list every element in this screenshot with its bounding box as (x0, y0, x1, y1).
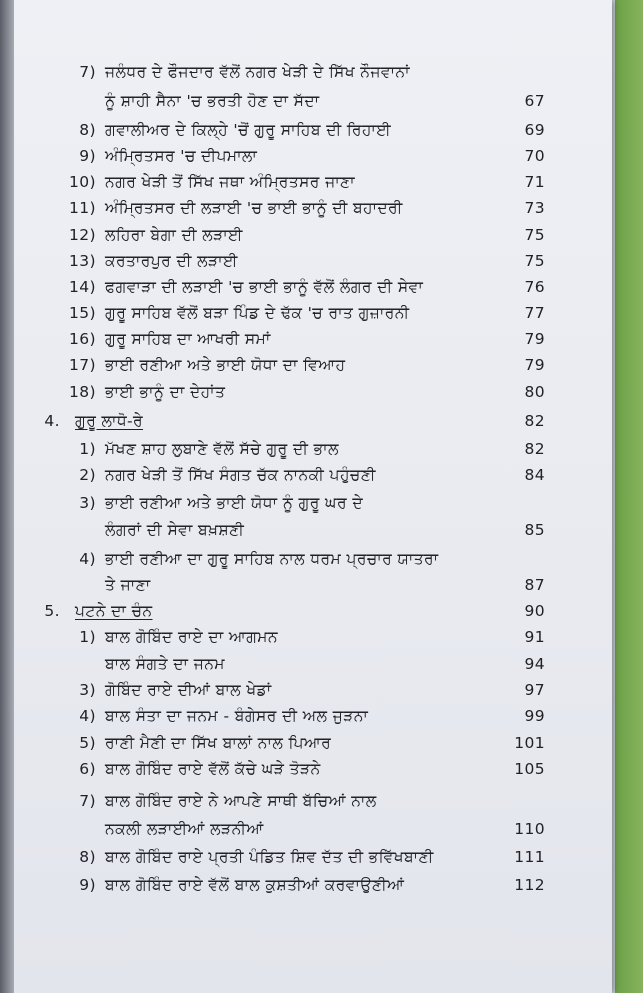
toc-entry-title: ਗੁਰੂ ਸਾਹਿਬ ਵੱਲੋਂ ਬੜਾ ਪਿੰਡ ਦੇ ਢੱਕ 'ਚ ਰਾਤ ਗੁਜ਼ਾਰਨੀ (105, 304, 410, 322)
toc-page-number: 111 (514, 848, 545, 866)
toc-entry-number: 15) (69, 304, 96, 322)
toc-page-number: 70 (524, 147, 545, 165)
toc-entry-number: 10) (69, 173, 96, 191)
toc-page-number: 67 (524, 92, 545, 110)
toc-page-number: 75 (524, 252, 545, 270)
toc-entry-title: ਅੰਮ੍ਰਿਤਸਰ 'ਚ ਦੀਪਮਾਲਾ (105, 147, 258, 165)
toc-entry-title: ਲੰਗਰਾਂ ਦੀ ਸੇਵਾ ਬਖ਼ਸ਼ਣੀ (105, 521, 245, 539)
toc-entry-number: 14) (69, 278, 96, 296)
toc-entry-number: 16) (69, 330, 96, 348)
toc-entry-number: 4) (79, 550, 96, 568)
toc-section-heading (0, 602, 612, 624)
toc-entry (0, 876, 612, 898)
toc-entry (0, 628, 612, 650)
toc-page-number: 90 (524, 602, 545, 620)
toc-entry-title: ਤੇ ਜਾਣਾ (105, 576, 151, 594)
toc-entry-title: ਭਾਈ ਰਣੀਆ ਅਤੇ ਭਾਈ ਯੋਧਾ ਦਾ ਵਿਆਹ (105, 356, 346, 374)
toc-page-number: 82 (524, 412, 545, 430)
toc-entry-number: 6) (79, 760, 96, 778)
toc-entry (0, 494, 612, 543)
toc-entry-title: ਅੰਮ੍ਰਿਤਸਰ ਦੀ ਲੜਾਈ 'ਚ ਭਾਈ ਭਾਨੂੰ ਦੀ ਬਹਾਦਰੀ (105, 199, 403, 217)
toc-entry (0, 173, 612, 195)
toc-entry-number: 11) (69, 199, 96, 217)
toc-page-number: 71 (524, 173, 545, 191)
toc-page-number: 85 (524, 521, 545, 539)
toc-entry-title: ਭਾਈ ਰਣੀਆ ਦਾ ਗੁਰੂ ਸਾਹਿਬ ਨਾਲ ਧਰਮ ਪ੍ਰਚਾਰ ਯਾਤਰਾ (105, 550, 439, 568)
toc-page-number: 94 (524, 655, 545, 673)
toc-page-number: 87 (524, 576, 545, 594)
toc-entry (0, 226, 612, 248)
toc-entry-number: 5) (79, 734, 96, 752)
toc-page-number: 77 (524, 304, 545, 322)
toc-entry-title: ਜਲੰਧਰ ਦੇ ਫੌਜਦਾਰ ਵੱਲੋਂ ਨਗਰ ਖੇੜੀ ਦੇ ਸਿੱਖ ਨੌਜਵਾਨਾਂ (105, 63, 410, 81)
toc-entry-number: 4. (44, 412, 60, 430)
toc-page-number: 79 (524, 330, 545, 348)
toc-entry (0, 550, 612, 598)
toc-entry (0, 383, 612, 405)
toc-entry (0, 734, 612, 756)
toc-entry-title: ਕਰਤਾਰਪੁਰ ਦੀ ਲੜਾਈ (105, 252, 238, 270)
toc-page-number: 69 (524, 121, 545, 139)
toc-entry-title: ਬਾਲ ਗੋਬਿੰਦ ਰਾਏ ਵੱਲੋਂ ਕੱਚੇ ਘੜੇ ਤੋੜਨੇ (105, 760, 321, 778)
toc-entry-title: ਗੋਬਿੰਦ ਰਾਏ ਦੀਆਂ ਬਾਲ ਖੇਡਾਂ (105, 681, 272, 699)
toc-page-number: 82 (524, 440, 545, 458)
toc-entry-title: ਮੱਖਣ ਸ਼ਾਹ ਲੁਬਾਣੇ ਵੱਲੋਂ ਸੱਚੇ ਗੁਰੂ ਦੀ ਭਾਲ (105, 440, 339, 458)
toc-page-number: 75 (524, 226, 545, 244)
toc-page-number: 101 (514, 734, 545, 752)
toc-entry-title: ਭਾਈ ਭਾਨੂੰ ਦਾ ਦੇਹਾਂਤ (105, 383, 226, 401)
toc-entry-title: ਬਾਲ ਗੋਬਿੰਦ ਰਾਏ ਵੱਲੋਂ ਬਾਲ ਕੁਸ਼ਤੀਆਂ ਕਰਵਾਉਣੀਆਂ (105, 876, 405, 894)
toc-entry-title: ਪਟਨੇ ਦਾ ਚੰਨ (75, 602, 153, 620)
toc-entry (0, 466, 612, 488)
toc-entry-title: ਭਾਈ ਰਣੀਆ ਅਤੇ ਭਾਈ ਯੋਧਾ ਨੂੰ ਗੁਰੂ ਘਰ ਦੇ (105, 494, 363, 512)
toc-entry (0, 147, 612, 169)
toc-entry-number: 4) (79, 707, 96, 725)
toc-entry-number: 1) (79, 628, 96, 646)
toc-entry-number: 7) (79, 63, 96, 81)
toc-entry-number: 3) (79, 681, 96, 699)
toc-entry-title: ਨਗਰ ਖੇੜੀ ਤੋਂ ਸਿੱਖ ਸੰਗਤ ਚੱਕ ਨਾਨਕੀ ਪਹੁੰਚਣੀ (105, 466, 376, 484)
toc-entry-title: ਬਾਲ ਗੋਬਿੰਦ ਰਾਏ ਪ੍ਰਤੀ ਪੰਡਿਤ ਸ਼ਿਵ ਦੱਤ ਦੀ ਭਵਿੱਖਬਾਣੀ (105, 848, 434, 866)
toc-entry-title: ਗੁਰੂ ਸਾਹਿਬ ਦਾ ਆਖਰੀ ਸਮਾਂ (105, 330, 271, 348)
toc-page-number: 79 (524, 356, 545, 374)
toc-entry-title: ਫਗਵਾੜਾ ਦੀ ਲੜਾਈ 'ਚ ਭਾਈ ਭਾਨੂੰ ਵੱਲੋਂ ਲੰਗਰ ਦੀ ਸੇਵਾ (105, 278, 424, 296)
toc-entry-number: 18) (69, 383, 96, 401)
toc-entry-number: 17) (69, 356, 96, 374)
toc-page-number: 84 (524, 466, 545, 484)
toc-entry-title: ਰਾਣੀ ਮੈਣੀ ਦਾ ਸਿੱਖ ਬਾਲਾਂ ਨਾਲ ਪਿਆਰ (105, 734, 332, 752)
toc-entry-number: 8) (79, 848, 96, 866)
toc-entry (0, 681, 612, 703)
toc-entry-number: 9) (79, 147, 96, 165)
toc-page-number: 97 (524, 681, 545, 699)
toc-entry (0, 121, 612, 143)
toc-page-number: 105 (514, 760, 545, 778)
toc-page-number: 91 (524, 628, 545, 646)
toc-entry-title: ਬਾਲ ਸੰਗਤੇ ਦਾ ਜਨਮ (105, 655, 225, 673)
toc-page-number: 99 (524, 707, 545, 725)
toc-page-number: 73 (524, 199, 545, 217)
toc-entry-title: ਬਾਲ ਸੰਤਾ ਦਾ ਜਨਮ - ਬੰਗੇਸਰ ਦੀ ਅਲ ਜੁੜਨਾ (105, 707, 369, 725)
toc-page-number: 76 (524, 278, 545, 296)
toc-entry-title: ਨਗਰ ਖੇੜੀ ਤੋਂ ਸਿੱਖ ਜਥਾ ਅੰਮ੍ਰਿਤਸਰ ਜਾਣਾ (105, 173, 355, 191)
toc-section-heading (0, 412, 612, 434)
toc-page-number: 112 (514, 876, 545, 894)
toc-entry (0, 707, 612, 729)
toc-entry (0, 199, 612, 221)
toc-entry-title: ਬਾਲ ਗੋਬਿੰਦ ਰਾਏ ਦਾ ਆਗਮਨ (105, 628, 278, 646)
toc-entry (0, 655, 612, 677)
toc-entry-number: 13) (69, 252, 96, 270)
toc-entry-number: 8) (79, 121, 96, 139)
toc-entry-title: ਨਕਲੀ ਲੜਾਈਆਂ ਲੜਨੀਆਂ (105, 820, 264, 838)
toc-entry-number: 5. (44, 602, 60, 620)
toc-entry (0, 440, 612, 462)
toc-entry-title: ਬਾਲ ਗੋਬਿੰਦ ਰਾਏ ਨੇ ਆਪਣੇ ਸਾਥੀ ਬੱਚਿਆਂ ਨਾਲ (105, 792, 377, 810)
toc-entry (0, 848, 612, 870)
toc-entry (0, 304, 612, 326)
toc-entry-title: ਗਵਾਲੀਅਰ ਦੇ ਕਿਲ੍ਹੇ 'ਚੋਂ ਗੁਰੂ ਸਾਹਿਬ ਦੀ ਰਿਹਾਈ (105, 121, 392, 139)
toc-entry (0, 252, 612, 274)
toc-entry-number: 7) (79, 792, 96, 810)
toc-entry-number: 2) (79, 466, 96, 484)
toc-entry (0, 63, 612, 114)
toc-entry-number: 1) (79, 440, 96, 458)
toc-entry (0, 760, 612, 782)
toc-page-number: 80 (524, 383, 545, 401)
toc-entry-title: ਗੁਰੂ ਲਾਧੋ-ਰੇ (75, 412, 144, 430)
toc-page-number: 110 (514, 820, 545, 838)
toc-entry-number: 3) (79, 494, 96, 512)
toc-entry-number: 12) (69, 226, 96, 244)
toc-entry-title: ਲਹਿਰਾ ਬੇਗਾ ਦੀ ਲੜਾਈ (105, 226, 243, 244)
toc-entry (0, 356, 612, 378)
toc-entry (0, 278, 612, 300)
toc-entry-title: ਨੂੰ ਸ਼ਾਹੀ ਸੈਨਾ 'ਚ ਭਰਤੀ ਹੋਣ ਦਾ ਸੱਦਾ (105, 92, 320, 110)
toc-entry (0, 792, 612, 842)
toc-entry (0, 330, 612, 352)
toc-entry-number: 9) (79, 876, 96, 894)
